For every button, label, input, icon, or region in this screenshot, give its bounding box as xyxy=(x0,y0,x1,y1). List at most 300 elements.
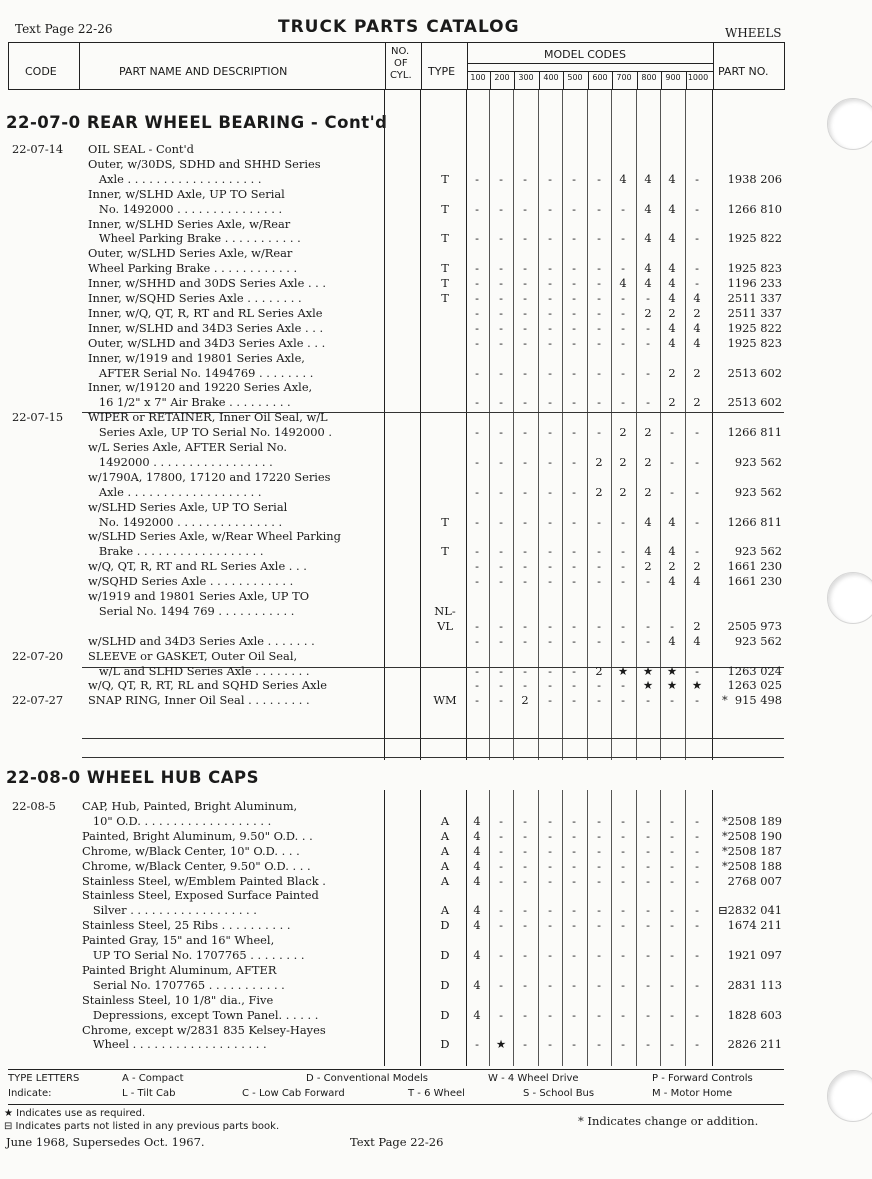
model-cell-700: - xyxy=(621,305,625,320)
model-cell-200: - xyxy=(499,663,503,678)
part-description: Outer, w/SLHD and 34D3 Series Axle . . . xyxy=(88,335,326,350)
part-number: 1938 206 xyxy=(727,171,782,186)
model-cell-100: - xyxy=(475,231,479,246)
model-cell-400: - xyxy=(548,395,552,410)
model-cell-400: - xyxy=(548,633,552,648)
part-number: 1266 810 xyxy=(727,201,782,216)
model-cell-800: - xyxy=(646,873,650,888)
model-cell-400: - xyxy=(548,903,552,918)
table-row xyxy=(0,366,872,381)
model-cell-800: 2 xyxy=(644,425,652,440)
model-cell-500: - xyxy=(572,813,576,828)
model-cell-300: - xyxy=(523,201,527,216)
indicate-label: Indicate: xyxy=(8,1088,52,1099)
part-code: 22-07-15 xyxy=(12,410,64,425)
model-cell-900: 2 xyxy=(668,395,676,410)
table-row xyxy=(0,634,872,649)
model-cell-100: - xyxy=(475,663,479,678)
model-cell-400: - xyxy=(548,873,552,888)
model-cell-800: - xyxy=(646,1037,650,1052)
model-cell-200: - xyxy=(499,828,503,843)
model-cell-700: - xyxy=(621,395,625,410)
model-cell-800: 4 xyxy=(644,276,652,291)
part-number: 2513 602 xyxy=(727,365,782,380)
model-cell-100: 4 xyxy=(473,903,481,918)
part-number: 1925 823 xyxy=(727,335,782,350)
model-cell-800: 2 xyxy=(644,454,652,469)
model-cell-800: - xyxy=(646,813,650,828)
model-cell-900: - xyxy=(670,693,674,708)
model-cell-400: - xyxy=(548,1007,552,1022)
part-number: 1828 603 xyxy=(727,1007,782,1022)
table-row xyxy=(0,963,872,978)
model-cell-700: - xyxy=(621,201,625,216)
model-cell-300: - xyxy=(523,903,527,918)
model-cell-200: - xyxy=(499,261,503,276)
part-description: w/SLHD Series Axle, UP TO Serial xyxy=(88,499,288,514)
model-cell-500: - xyxy=(572,678,576,693)
part-description: w/SLHD Series Axle, w/Rear Wheel Parking xyxy=(88,529,341,544)
model-cell-1000: - xyxy=(695,1007,699,1022)
type-code: T xyxy=(441,261,449,276)
part-number: 2513 602 xyxy=(727,395,782,410)
model-cell-500: - xyxy=(572,395,576,410)
model-cell-900: 2 xyxy=(668,305,676,320)
model-cell-200: - xyxy=(499,693,503,708)
model-cell-700: - xyxy=(621,1007,625,1022)
model-cell-600: - xyxy=(597,171,601,186)
model-cell-400: - xyxy=(548,559,552,574)
model-cell-500: - xyxy=(572,231,576,246)
model-cell-100: - xyxy=(475,693,479,708)
model-cell-200: - xyxy=(499,843,503,858)
model-cell-900: - xyxy=(670,1037,674,1052)
model-cell-300: - xyxy=(523,454,527,469)
model-cell-100: - xyxy=(475,425,479,440)
model-cell-600: - xyxy=(597,514,601,529)
catalog-title: TRUCK PARTS CATALOG xyxy=(278,17,520,37)
model-cell-800: 4 xyxy=(644,544,652,559)
part-number: 2505 973 xyxy=(727,618,782,633)
model-cell-400: - xyxy=(548,678,552,693)
model-cell-200: - xyxy=(499,305,503,320)
model-cell-700: - xyxy=(621,291,625,305)
model-cell-500: - xyxy=(572,574,576,589)
model-cell-100: - xyxy=(475,633,479,648)
model-cell-700: - xyxy=(621,977,625,992)
model-cell-800: - xyxy=(646,395,650,410)
table-row xyxy=(0,529,872,544)
model-cell-200: - xyxy=(499,678,503,693)
table-row xyxy=(0,888,872,903)
part-number: 2768 007 xyxy=(727,873,782,888)
table-row xyxy=(0,559,872,574)
part-number: *2508 190 xyxy=(721,828,782,843)
model-cell-300: - xyxy=(523,305,527,320)
model-cell-300: - xyxy=(523,484,527,499)
model-cell-900: - xyxy=(670,948,674,962)
model-cell-600: - xyxy=(597,828,601,843)
part-number: *2508 187 xyxy=(721,843,782,858)
model-cell-400: - xyxy=(548,365,552,380)
part-description: w/Q, QT, R, RT, RL and SQHD Series Axle xyxy=(88,678,327,693)
part-description: No. 1492000 . . . . . . . . . . . . . . . xyxy=(88,514,283,529)
model-cell-600: - xyxy=(597,231,601,246)
part-number: 1661 230 xyxy=(727,559,782,574)
model-cell-700: - xyxy=(621,873,625,888)
table-row xyxy=(0,918,872,933)
model-cell-600: - xyxy=(597,948,601,962)
model-cell-500: - xyxy=(572,261,576,276)
model-cell-600: - xyxy=(597,678,601,693)
model-cell-300: - xyxy=(523,977,527,992)
model-cell-500: - xyxy=(572,918,576,933)
model-cell-700: - xyxy=(621,843,625,858)
model-cell-100: - xyxy=(475,544,479,559)
model-cell-400: - xyxy=(548,544,552,559)
part-code: 22-07-20 xyxy=(12,648,64,663)
part-number: 2831 113 xyxy=(727,977,782,992)
model-cell-1000: - xyxy=(695,201,699,216)
model-cell-200: - xyxy=(499,231,503,246)
cyl-header-3: CYL. xyxy=(390,70,412,81)
model-cell-500: - xyxy=(572,843,576,858)
model-cell-900: 2 xyxy=(668,559,676,574)
model-cell-100: - xyxy=(475,320,479,335)
footer-rule xyxy=(8,1069,784,1070)
model-cell-800: - xyxy=(646,618,650,633)
table-row xyxy=(0,948,872,963)
table-row xyxy=(0,874,872,889)
model-cell-300: - xyxy=(523,395,527,410)
model-cell-900: 4 xyxy=(668,201,676,216)
type-code: D xyxy=(440,1037,450,1052)
model-cell-800: 4 xyxy=(644,261,652,276)
model-cell-900: - xyxy=(670,918,674,933)
model-cell-300: - xyxy=(523,663,527,678)
model-cell-900: - xyxy=(670,813,674,828)
model-cell-100: 4 xyxy=(473,843,481,858)
model-cell-100: - xyxy=(475,574,479,589)
model-cell-600: - xyxy=(597,335,601,350)
table-row xyxy=(0,202,872,217)
model-cell-900: 4 xyxy=(668,231,676,246)
model-cell-1000: - xyxy=(695,171,699,186)
table-row xyxy=(0,933,872,948)
table-row xyxy=(0,693,872,708)
model-cell-700: - xyxy=(621,678,625,693)
model-cell-400: - xyxy=(548,948,552,962)
part-description: w/L and SLHD Series Axle . . . . . . . . xyxy=(88,663,310,678)
model-cell-600: - xyxy=(597,276,601,291)
model-cell-400: - xyxy=(548,231,552,246)
model-cell-100: 4 xyxy=(473,977,481,992)
model-cell-1000: - xyxy=(695,858,699,873)
model-cell-1000: 2 xyxy=(693,365,701,380)
model-code-header-900: 900 xyxy=(665,73,681,82)
model-cell-700: - xyxy=(621,559,625,574)
table-row xyxy=(0,903,872,918)
model-code-header-200: 200 xyxy=(494,73,510,82)
model-cell-600: - xyxy=(597,918,601,933)
model-cell-500: - xyxy=(572,425,576,440)
model-cell-600: - xyxy=(597,618,601,633)
table-row xyxy=(0,589,872,604)
model-cell-900: ★ xyxy=(666,678,678,693)
page-footer: Text Page 22-26 xyxy=(350,1135,444,1149)
model-cell-500: - xyxy=(572,903,576,918)
model-cell-1000: - xyxy=(695,276,699,291)
part-code: 22-07-27 xyxy=(12,693,64,708)
model-cell-100: 4 xyxy=(473,813,481,828)
part-number: 2511 337 xyxy=(727,305,782,320)
model-cell-300: - xyxy=(523,948,527,962)
binder-hole-top xyxy=(827,98,872,150)
model-cell-600: - xyxy=(597,320,601,335)
table-row xyxy=(0,1023,872,1038)
legend-conventional: D - Conventional Models xyxy=(306,1073,428,1084)
part-description: Inner, w/SLHD Axle, UP TO Serial xyxy=(88,186,285,201)
type-code: A xyxy=(440,903,450,918)
model-cell-300: - xyxy=(523,1007,527,1022)
model-code-header-400: 400 xyxy=(543,73,559,82)
part-number: 2511 337 xyxy=(727,291,782,305)
table-row xyxy=(0,814,872,829)
model-cell-900: 4 xyxy=(668,320,676,335)
model-cell-100: - xyxy=(475,678,479,693)
model-cell-1000: - xyxy=(695,514,699,529)
model-cell-500: - xyxy=(572,335,576,350)
model-cell-1000: 4 xyxy=(693,320,701,335)
part-description: w/1919 and 19801 Series Axle, UP TO xyxy=(88,589,310,603)
model-cell-800: - xyxy=(646,858,650,873)
model-cell-1000: - xyxy=(695,918,699,933)
model-cell-1000: 4 xyxy=(693,335,701,350)
model-cell-400: - xyxy=(548,1037,552,1052)
model-cell-1000: - xyxy=(695,693,699,708)
model-cell-400: - xyxy=(548,918,552,933)
part-description: Wheel Parking Brake . . . . . . . . . . . . xyxy=(88,261,298,276)
model-cell-200: - xyxy=(499,514,503,529)
model-cell-300: - xyxy=(523,828,527,843)
model-cell-400: - xyxy=(548,291,552,305)
model-cell-700: - xyxy=(621,231,625,246)
model-cell-400: - xyxy=(548,484,552,499)
model-cell-200: - xyxy=(499,873,503,888)
model-cell-600: 2 xyxy=(595,454,603,469)
type-code: T xyxy=(441,514,449,529)
model-code-header-600: 600 xyxy=(592,73,608,82)
model-cell-600: - xyxy=(597,574,601,589)
model-cell-100: 4 xyxy=(473,858,481,873)
model-cell-900: - xyxy=(670,425,674,440)
model-cell-100: - xyxy=(475,201,479,216)
part-number: 1925 823 xyxy=(727,261,782,276)
model-cell-600: - xyxy=(597,843,601,858)
table-row xyxy=(0,395,872,410)
model-cell-200: - xyxy=(499,454,503,469)
type-code: T xyxy=(441,201,449,216)
model-cell-500: - xyxy=(572,365,576,380)
model-cell-700: - xyxy=(621,828,625,843)
part-number: 923 562 xyxy=(734,454,782,469)
model-code-header-800: 800 xyxy=(641,73,657,82)
model-cell-1000: 4 xyxy=(693,574,701,589)
part-number: 1263 025 xyxy=(727,678,782,693)
model-cell-700: - xyxy=(621,514,625,529)
model-cell-100: 4 xyxy=(473,918,481,933)
model-cell-800: 4 xyxy=(644,171,652,186)
model-cell-700: ★ xyxy=(617,663,629,678)
model-cell-800: ★ xyxy=(642,663,654,678)
model-cell-1000: 4 xyxy=(693,291,701,305)
model-cell-200: - xyxy=(499,335,503,350)
part-description: Silver . . . . . . . . . . . . . . . . . . xyxy=(82,903,257,918)
model-cell-900: - xyxy=(670,454,674,469)
model-cell-1000: - xyxy=(695,828,699,843)
model-cell-1000: 4 xyxy=(693,633,701,648)
model-cell-400: - xyxy=(548,977,552,992)
model-cell-200: - xyxy=(499,948,503,962)
model-cell-500: - xyxy=(572,291,576,305)
model-cell-900: 4 xyxy=(668,633,676,648)
model-cell-600: - xyxy=(597,903,601,918)
model-cell-200: - xyxy=(499,484,503,499)
model-cell-800: 4 xyxy=(644,514,652,529)
model-cell-600: - xyxy=(597,395,601,410)
model-cell-800: - xyxy=(646,1007,650,1022)
model-cell-100: - xyxy=(475,276,479,291)
model-cell-100: - xyxy=(475,305,479,320)
model-cell-800: 4 xyxy=(644,201,652,216)
part-description: No. 1492000 . . . . . . . . . . . . . . . xyxy=(88,201,283,216)
model-cell-200: - xyxy=(499,633,503,648)
model-cell-300: - xyxy=(523,291,527,305)
model-cell-300: - xyxy=(523,813,527,828)
table-row xyxy=(0,799,872,814)
model-cell-900: - xyxy=(670,977,674,992)
table-row xyxy=(0,246,872,261)
part-description: Inner, w/SLHD Series Axle, w/Rear xyxy=(88,216,291,231)
model-cell-1000: 2 xyxy=(693,395,701,410)
part-description: SLEEVE or GASKET, Outer Oil Seal, xyxy=(88,648,298,663)
box-note: ⊟ Indicates parts not listed in any previous parts book. xyxy=(4,1121,280,1132)
model-cell-600: - xyxy=(597,559,601,574)
model-cell-200: - xyxy=(499,276,503,291)
model-cell-700: - xyxy=(621,544,625,559)
column-header xyxy=(8,42,785,90)
part-description: w/SQHD Series Axle . . . . . . . . . . . . xyxy=(88,574,294,589)
model-cell-800: 2 xyxy=(644,484,652,499)
model-cell-200: - xyxy=(499,395,503,410)
model-cell-200: - xyxy=(499,559,503,574)
part-number: 1266 811 xyxy=(727,514,782,529)
table-row xyxy=(0,844,872,859)
model-cell-600: - xyxy=(597,544,601,559)
part-number: 1661 230 xyxy=(727,574,782,589)
model-cell-600: - xyxy=(597,1037,601,1052)
model-cell-400: - xyxy=(548,171,552,186)
model-cell-700: - xyxy=(621,574,625,589)
part-description: Chrome, except w/2831 835 Kelsey-Hayes xyxy=(82,1022,326,1037)
model-cell-300: - xyxy=(523,231,527,246)
model-cell-500: - xyxy=(572,828,576,843)
model-cell-800: - xyxy=(646,903,650,918)
model-cell-700: - xyxy=(621,335,625,350)
table-row xyxy=(0,321,872,336)
table-row xyxy=(0,306,872,321)
model-cell-500: - xyxy=(572,858,576,873)
part-description: Series Axle, UP TO Serial No. 1492000 . xyxy=(88,425,332,440)
part-description: Chrome, w/Black Center, 10" O.D. . . . xyxy=(82,843,300,858)
part-number: 2826 211 xyxy=(727,1037,782,1052)
model-cell-700: - xyxy=(621,813,625,828)
footer-rule-2 xyxy=(8,1104,784,1105)
part-no-header: PART NO. xyxy=(718,65,769,78)
part-description: w/1790A, 17800, 17120 and 17220 Series xyxy=(88,469,331,484)
table-row xyxy=(0,649,872,664)
part-description: Inner, w/SQHD Series Axle . . . . . . . . xyxy=(88,291,302,305)
model-cell-400: - xyxy=(548,828,552,843)
model-cell-500: - xyxy=(572,1007,576,1022)
type-code: T xyxy=(441,171,449,186)
model-cell-100: 4 xyxy=(473,1007,481,1022)
legend-compact: A - Compact xyxy=(122,1073,184,1084)
date-note: June 1968, Supersedes Oct. 1967. xyxy=(6,1135,205,1149)
type-code: A xyxy=(440,858,450,873)
part-number: *2508 189 xyxy=(721,813,782,828)
model-cell-400: - xyxy=(548,514,552,529)
model-cell-300: 2 xyxy=(521,693,529,708)
part-description: Axle . . . . . . . . . . . . . . . . . . . xyxy=(88,171,262,186)
model-cell-900: - xyxy=(670,903,674,918)
model-cell-300: - xyxy=(523,261,527,276)
table-row xyxy=(0,993,872,1008)
table-row xyxy=(0,187,872,202)
model-cell-800: - xyxy=(646,335,650,350)
model-cell-100: 4 xyxy=(473,948,481,962)
table-row xyxy=(0,217,872,232)
part-description: w/SLHD and 34D3 Series Axle . . . . . . . xyxy=(88,633,315,648)
model-cell-400: - xyxy=(548,693,552,708)
star-note: ★ Indicates use as required. xyxy=(4,1108,146,1119)
part-description: Inner, w/1919 and 19801 Series Axle, xyxy=(88,350,305,365)
part-description: Stainless Steel, 10 1/8" dia., Five xyxy=(82,992,274,1007)
type-code: A xyxy=(440,813,450,828)
model-cell-1000: ★ xyxy=(691,678,703,693)
model-cell-600: - xyxy=(597,813,601,828)
part-description: 1492000 . . . . . . . . . . . . . . . . . xyxy=(88,454,273,469)
table-row xyxy=(0,142,872,157)
model-cell-700: 2 xyxy=(619,454,627,469)
model-cell-500: - xyxy=(572,618,576,633)
part-description: WIPER or RETAINER, Inner Oil Seal, w/L xyxy=(88,410,328,425)
model-cell-200: - xyxy=(499,574,503,589)
model-cell-500: - xyxy=(572,320,576,335)
part-number: 1925 822 xyxy=(727,320,782,335)
part-description: Outer, w/30DS, SDHD and SHHD Series xyxy=(88,156,321,171)
model-cell-800: - xyxy=(646,828,650,843)
model-cell-300: - xyxy=(523,514,527,529)
model-cell-400: - xyxy=(548,454,552,469)
legend-forward-controls: P - Forward Controls xyxy=(652,1073,753,1084)
model-cell-300: - xyxy=(523,843,527,858)
part-number: 923 562 xyxy=(734,484,782,499)
model-cell-200: - xyxy=(499,291,503,305)
model-cell-1000: - xyxy=(695,261,699,276)
type-letters-label: TYPE LETTERS xyxy=(8,1073,80,1084)
table-row xyxy=(0,276,872,291)
